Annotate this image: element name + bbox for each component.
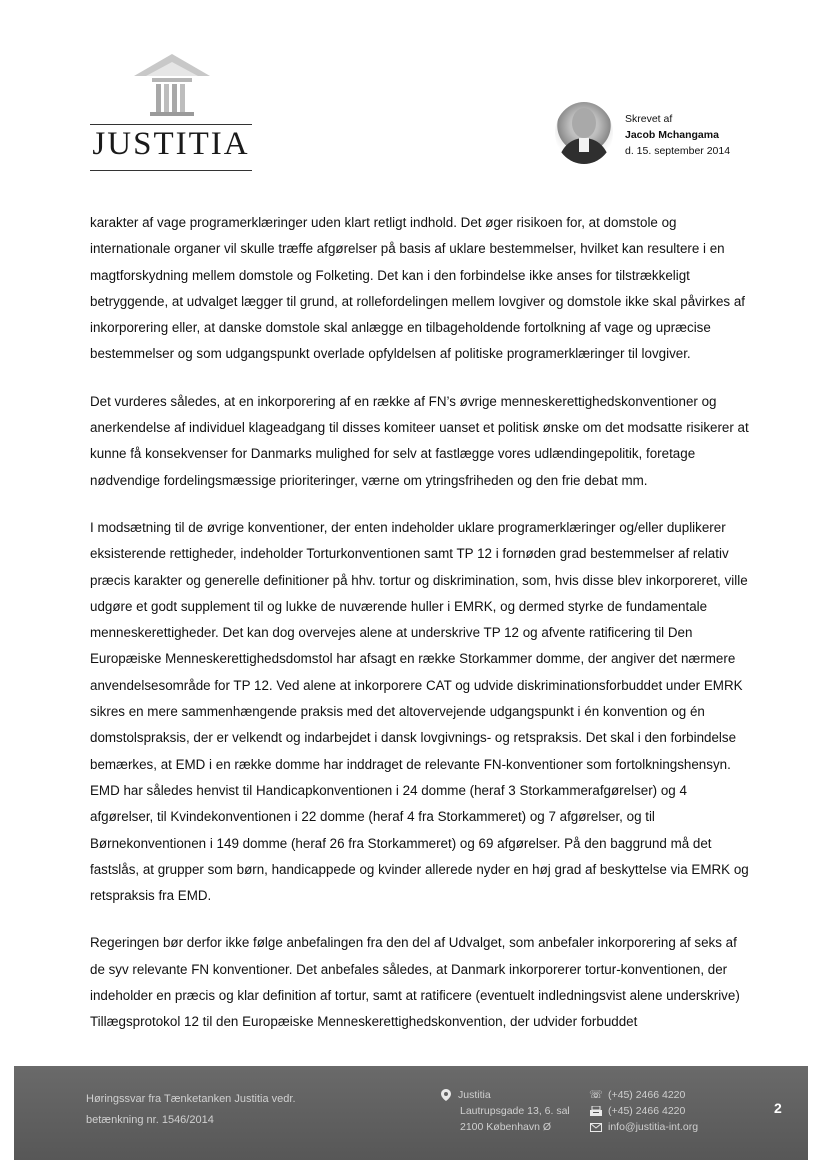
author-block <box>555 102 785 168</box>
author-avatar <box>555 102 613 164</box>
footer-address <box>440 1087 570 1135</box>
justitia-logo <box>90 54 254 174</box>
footer-reference-line1: Høringssvar fra Tænketanken Justitia vedr. <box>86 1093 296 1105</box>
column-emblem-icon <box>132 54 212 116</box>
logo-rule-bottom <box>90 170 252 171</box>
logo-wordmark: JUSTITIA <box>92 126 250 162</box>
footer-reference <box>86 1089 296 1131</box>
email-icon <box>590 1121 602 1133</box>
body-paragraph: karakter af vage programerklæringer uden klart retligt indhold. Det øger risikoen for, at domstole og internationale organer vil skulle træffe afgørelser på basis af uklare bestemmelser, hvilket kan resultere i en magtforskydning mellem domstole og Folketing. Det kan i den forbindelse ikke anses for tilstrækkeligt betryggende, at udvalget lægger til grund, at rollefordelingen mellem lovgiver og domstole ikke skal påvirkes af inkorporering eller, at danske domstole skal anlægge en tilbageholdende fortolkning af vage og upræcise bestemmelser og som udgangspunkt overlade opfyldelsen af politiske programerklæringer til lovgiver. <box>90 215 746 362</box>
body-paragraph: Regeringen bør derfor ikke følge anbefalingen fra den del af Udvalget, som anbefaler inkorporering af seks af de syv relevante FN konventioner. Det anbefales således, at Danmark inkorporerer tortur-konventionen, der indeholder en præcis og klar definition af tortur, samt at ratificere (eventuelt indledningsvist alene underskrive) Tillægsprotokol 12 til den Europæiske Menneskerettighedskonvention, der udvider forbuddet <box>90 935 740 1030</box>
footer-fax: (+45) 2466 4220 <box>608 1105 686 1117</box>
page-number: 2 <box>774 1100 782 1116</box>
body-paragraph: Det vurderes således, at en inkorporering af en række af FN’s øvrige menneskerettighedskonventioner og anerkendelse af individuel klageadgang til disses komiteer uanset et politisk ønske om det modsatte risikerer at kunne få konsekvenser for Danmarks mulighed for selv at fastlægge vores udlændingepolitik, foretage nødvendige fordelingsmæssige prioriteringer, værne om ytringsfriheden og den frie debat mm. <box>90 393 749 488</box>
footer-city: 2100 København Ø <box>460 1121 552 1133</box>
body-paragraph: I modsætning til de øvrige konventioner, der enten indeholder uklare programerklæringer og/eller duplikerer eksisterende rettigheder, indeholder Torturkonventionen samt TP 12 i fornøden grad bestemmelser af relativ præcis karakter og generelle definitioner på hhv. tortur og diskrimination, som, hvis disse blev inkorporeret, ville udgøre et godt supplement til og lukke de nuværende huller i EMRK, og dermed styrke de fundamentale menneskerettigheder. Det kan dog overvejes alene at underskrive TP 12 og afvente ratificering til Den Europæiske Menneskerettighedsdomstol har afsagt en række Storkammer domme, der angiver det nærmere anvendelsesområde for TP 12. Ved alene at inkorporere CAT og udvide diskriminationsforbuddet under EMRK sikres en mere sammenhængende praksis med det altovervejende udgangspunkt i én konvention og én domstolspraksis, der er velkendt og indarbejdet i dansk lovgivnings- og retspraksis. Det skal i den forbindelse bemærkes, at EMD i en række domme har inddraget de relevante FN-konventioner som fortolkningshensyn. EMD har således henvist til Handicapkonventionen i 24 domme (heraf 3 Storkammerafgørelser) og 4 afgørelser, til Kvindekonventionen i 22 domme (heraf 4 fra Storkammeret) og 7 afgørelser, og til Børnekonventionen i 149 domme (heraf 26 fra Storkammeret) og 69 afgørelser. På den baggrund må det fastslås, at grupper som børn, handicappede og kvinder allerede nyder en høj grad af beskyttelse via EMRK og retspraksis fra EMD. <box>90 519 749 904</box>
footer-email[interactable]: info@justitia-int.org <box>608 1121 699 1133</box>
author-date: d. 15. september 2014 <box>625 145 731 157</box>
location-pin-icon <box>440 1089 452 1101</box>
logo-rule-top <box>90 124 252 125</box>
author-written-by: Skrevet af <box>625 113 673 125</box>
footer-reference-line2: betænkning nr. 1546/2014 <box>86 1114 214 1126</box>
fax-icon <box>590 1105 602 1117</box>
footer-phone[interactable]: (+45) 2466 4220 <box>608 1089 686 1101</box>
author-name: Jacob Mchangama <box>625 129 719 141</box>
footer-contact <box>590 1087 698 1135</box>
document-body <box>90 210 750 1057</box>
footer-street: Lautrupsgade 13, 6. sal <box>460 1105 570 1117</box>
page-footer <box>14 1066 808 1160</box>
phone-icon: ☏ <box>589 1089 603 1101</box>
footer-org: Justitia <box>458 1089 491 1101</box>
